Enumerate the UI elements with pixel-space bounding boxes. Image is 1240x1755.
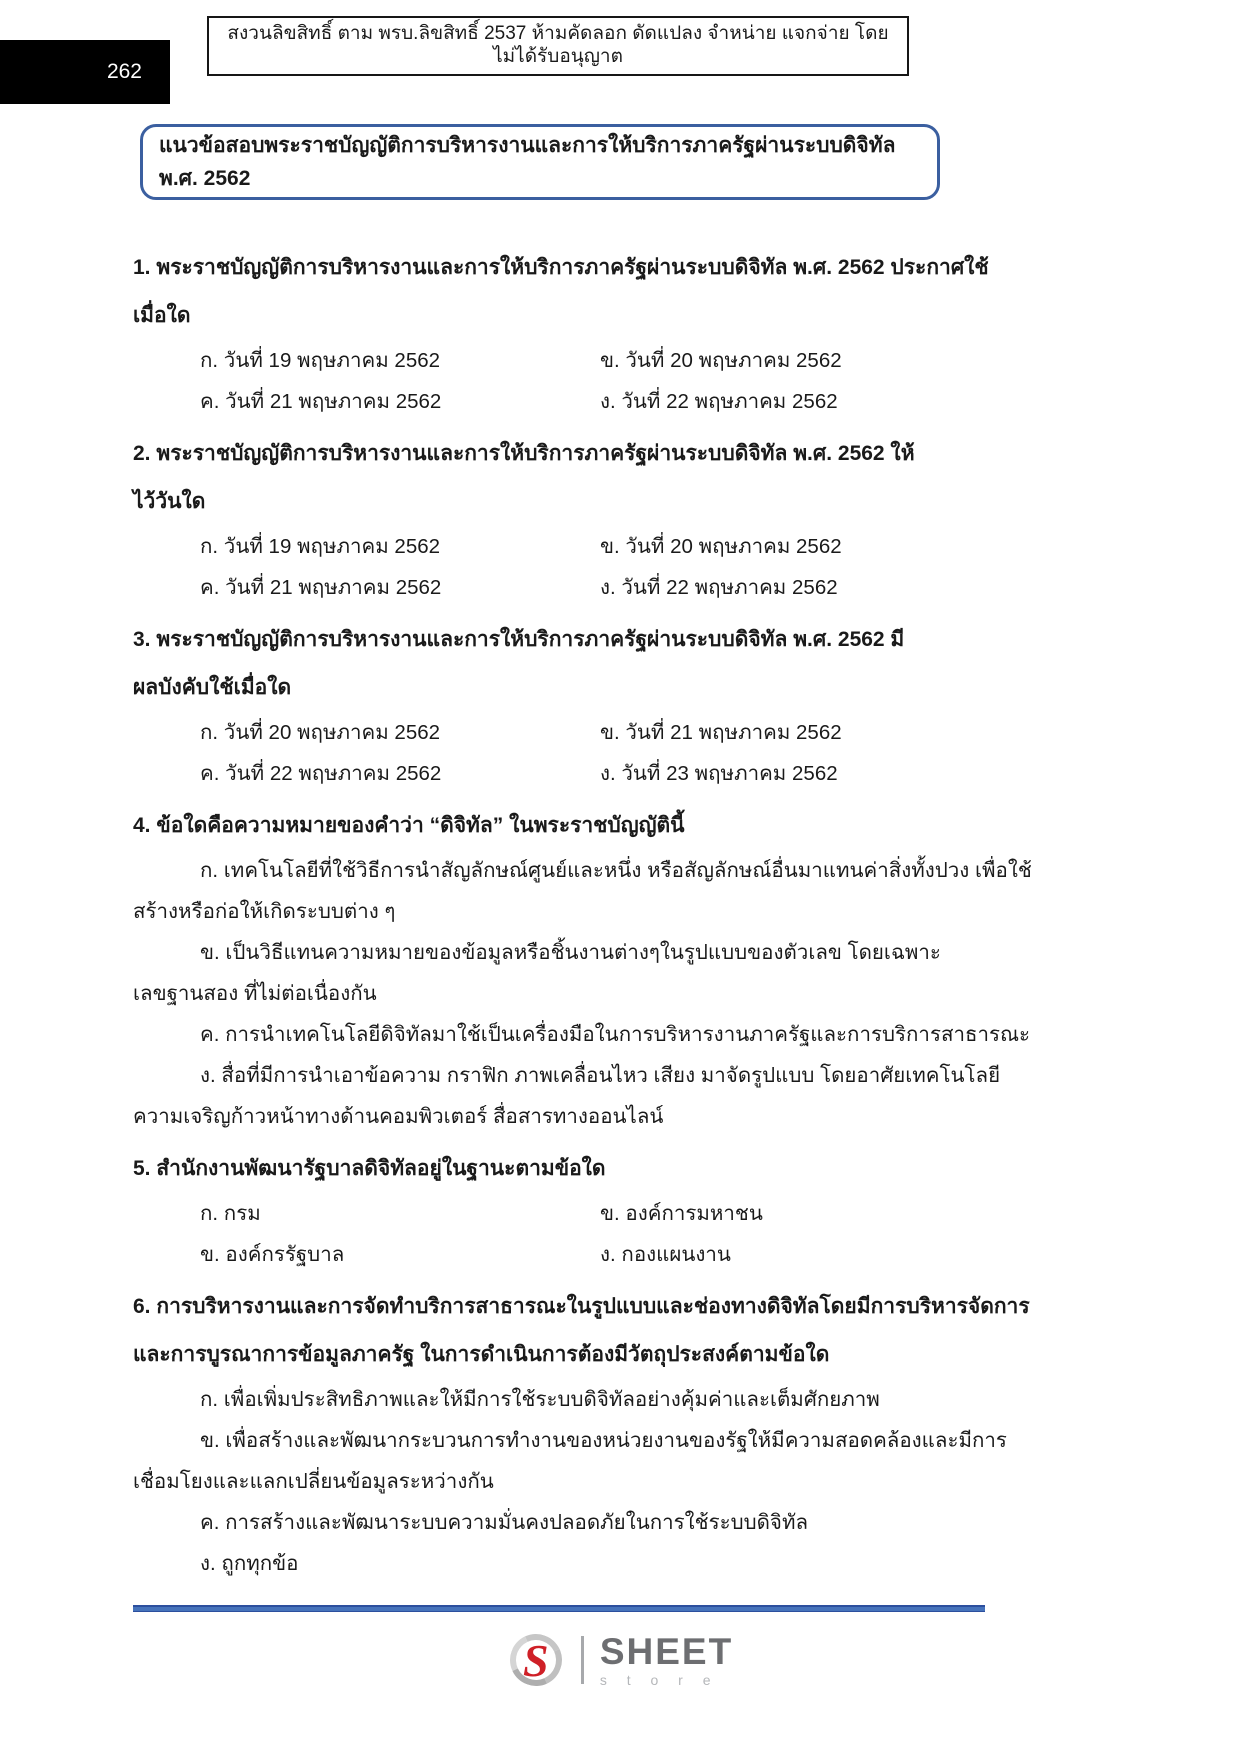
options-grid <box>133 340 993 422</box>
options-grid <box>133 526 993 608</box>
brand-name: SHEET <box>599 1631 734 1672</box>
option: ง. วันที่ 22 พฤษภาคม 2562 <box>600 390 838 413</box>
option-line: ง. สื่อที่มีการนำเอาข้อความ กราฟิก ภาพเคลื่อนไหว เสียง มาจัดรูปแบบ โดยอาศัยเทคโนโลยี <box>200 1064 1001 1087</box>
option: ก. กรม <box>200 1202 261 1225</box>
question-text: ผลบังคับใช้เมื่อใด <box>133 676 292 699</box>
question-text: 1. พระราชบัญญัติการบริหารงานและการให้บริการภาครัฐผ่านระบบดิจิทัล พ.ศ. 2562 ประกาศใช้ <box>133 256 989 279</box>
option-line: สร้างหรือก่อให้เกิดระบบต่าง ๆ <box>133 900 396 923</box>
questions <box>133 244 1032 1592</box>
exam-title: แนวข้อสอบพระราชบัญญัติการบริหารงานและการให้บริการภาครัฐผ่านระบบดิจิทัล พ.ศ. 2562 <box>159 134 896 190</box>
question-text: เมื่อใด <box>133 304 191 327</box>
page-number-box <box>0 40 170 104</box>
question-text: 5. สำนักงานพัฒนารัฐบาลดิจิทัลอยู่ในฐานะตามข้อใด <box>133 1157 606 1180</box>
option-line: ก. เพื่อเพิ่มประสิทธิภาพและให้มีการใช้ระบบดิจิทัลอย่างคุ้มค่าและเต็มศักยภาพ <box>200 1388 880 1411</box>
logo-divider <box>581 1636 584 1684</box>
option: ก. วันที่ 19 พฤษภาคม 2562 <box>200 349 441 372</box>
page-number: 262 <box>106 60 142 83</box>
option: ข. องค์การมหาชน <box>600 1202 763 1225</box>
option: ก. วันที่ 20 พฤษภาคม 2562 <box>200 721 441 744</box>
option: ค. วันที่ 22 พฤษภาคม 2562 <box>200 762 442 785</box>
copyright-box <box>207 16 909 76</box>
question-block <box>133 802 1032 1137</box>
copyright-text: สงวนลิขสิทธิ์ ตาม พรบ.ลิขสิทธิ์ 2537 ห้ามคัดลอก ดัดแปลง จำหน่าย แจกจ่าย โดยไม่ได้รับอนุญาต <box>227 23 889 67</box>
option-line: เชื่อมโยงและแลกเปลี่ยนข้อมูลระหว่างกัน <box>133 1470 494 1493</box>
option-line: ข. เป็นวิธีแทนความหมายของข้อมูลหรือชิ้นงานต่างๆในรูปแบบของตัวเลข โดยเฉพาะ <box>200 941 941 964</box>
option: ง. วันที่ 23 พฤษภาคม 2562 <box>600 762 838 785</box>
option: ค. วันที่ 21 พฤษภาคม 2562 <box>200 576 442 599</box>
option-line: ข. เพื่อสร้างและพัฒนากระบวนการทำงานของหน่วยงานของรัฐให้มีความสอดคล้องและมีการ <box>200 1429 1007 1452</box>
question-text: 4. ข้อใดคือความหมายของคำว่า “ดิจิทัล” ในพระราชบัญญัตินี้ <box>133 814 685 837</box>
question-text: 3. พระราชบัญญัติการบริหารงานและการให้บริการภาครัฐผ่านระบบดิจิทัล พ.ศ. 2562 มี <box>133 628 905 651</box>
logo-s-letter: S <box>523 1634 549 1686</box>
option: ข. วันที่ 20 พฤษภาคม 2562 <box>600 349 842 372</box>
question-block <box>133 1283 1030 1584</box>
option-line: ค. การสร้างและพัฒนาระบบความมั่นคงปลอดภัยในการใช้ระบบดิจิทัล <box>200 1511 809 1534</box>
option: ข. องค์กรรัฐบาล <box>200 1243 345 1266</box>
option-line: ก. เทคโนโลยีที่ใช้วิธีการนำสัญลักษณ์ศูนย์และหนึ่ง หรือสัญลักษณ์อื่นมาแทนค่าสิ่งทั้งปวง เพื่อใช้ <box>200 859 1032 882</box>
options-grid <box>133 712 993 794</box>
footer-logo <box>0 1624 1240 1696</box>
option-line: ความเจริญก้าวหน้าทางด้านคอมพิวเตอร์ สื่อสารทางออนไลน์ <box>133 1105 664 1128</box>
sheet-store-logo-icon <box>507 1631 565 1689</box>
option: ก. วันที่ 19 พฤษภาคม 2562 <box>200 535 441 558</box>
question-text: ไว้วันใด <box>133 490 206 513</box>
options-grid <box>133 1193 993 1275</box>
option-line: ง. ถูกทุกข้อ <box>200 1552 299 1575</box>
question-text: 6. การบริหารงานและการจัดทำบริการสาธารณะในรูปแบบและช่องทางดิจิทัลโดยมีการบริหารจัดการ <box>133 1295 1030 1318</box>
question-text: 2. พระราชบัญญัติการบริหารงานและการให้บริการภาครัฐผ่านระบบดิจิทัล พ.ศ. 2562 ให้ <box>133 442 915 465</box>
option: ง. กองแผนงาน <box>600 1243 731 1266</box>
option: ค. วันที่ 21 พฤษภาคม 2562 <box>200 390 442 413</box>
option-line: เลขฐานสอง ที่ไม่ต่อเนื่องกัน <box>133 982 377 1005</box>
option: ข. วันที่ 21 พฤษภาคม 2562 <box>600 721 842 744</box>
option: ข. วันที่ 20 พฤษภาคม 2562 <box>600 535 842 558</box>
question-text: และการบูรณาการข้อมูลภาครัฐ ในการดำเนินการต้องมีวัตถุประสงค์ตามข้อใด <box>133 1343 830 1366</box>
brand-text-block <box>600 1633 733 1687</box>
brand-subtitle: s t o r e <box>599 1672 719 1688</box>
question-block <box>133 430 993 608</box>
option-line: ค. การนำเทคโนโลยีดิจิทัลมาใช้เป็นเครื่องมือในการบริหารงานภาครัฐและการบริการสาธารณะ <box>200 1023 1031 1046</box>
option: ง. วันที่ 22 พฤษภาคม 2562 <box>600 576 838 599</box>
question-block <box>133 1145 993 1275</box>
question-block <box>133 244 993 422</box>
exam-title-box <box>140 124 940 200</box>
footer-divider-line <box>133 1605 985 1612</box>
question-block <box>133 616 993 794</box>
